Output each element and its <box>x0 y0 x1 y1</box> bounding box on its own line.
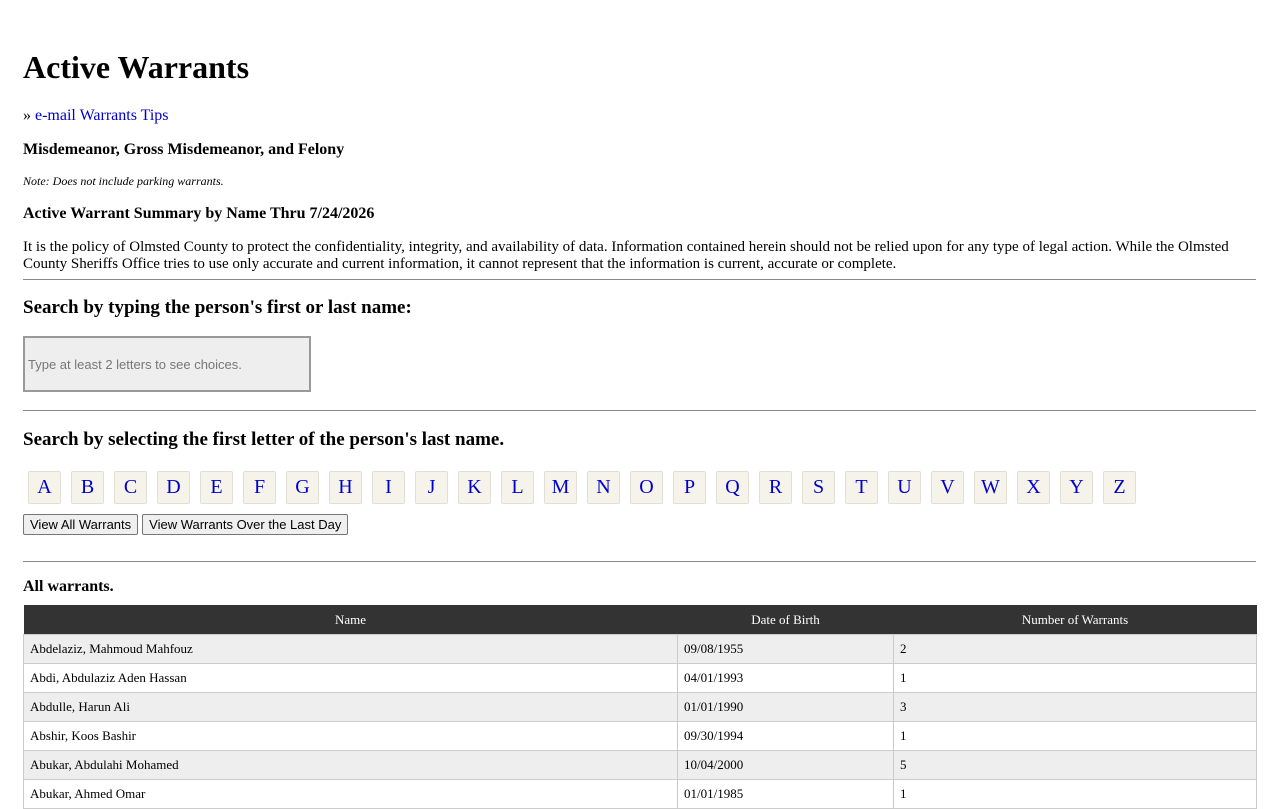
letter-button-h[interactable]: H <box>329 471 362 504</box>
name-search-heading: Search by typing the person's first or last name: <box>23 297 412 318</box>
cell-name: Abdi, Abdulaziz Aden Hassan <box>24 664 678 693</box>
cell-name: Abukar, Abdulahi Mohamed <box>24 751 678 780</box>
table-row[interactable] <box>24 751 1257 780</box>
letter-button-p[interactable]: P <box>673 471 706 504</box>
view-all-warrants-button[interactable]: View All Warrants <box>23 514 138 535</box>
cell-name: Abdelaziz, Mahmoud Mahfouz <box>24 635 678 664</box>
column-header-dob[interactable]: Date of Birth <box>678 605 894 635</box>
letter-button-c[interactable]: C <box>114 471 147 504</box>
letter-button-e[interactable]: E <box>200 471 233 504</box>
letter-button-f[interactable]: F <box>243 471 276 504</box>
letter-button-d[interactable]: D <box>157 471 190 504</box>
letter-button-n[interactable]: N <box>587 471 620 504</box>
table-row[interactable] <box>24 693 1257 722</box>
table-row[interactable] <box>24 780 1257 809</box>
letter-button-y[interactable]: Y <box>1060 471 1093 504</box>
table-row[interactable] <box>24 664 1257 693</box>
letter-button-s[interactable]: S <box>802 471 835 504</box>
table-row[interactable] <box>24 635 1257 664</box>
table-row[interactable] <box>24 722 1257 751</box>
letter-button-v[interactable]: V <box>931 471 964 504</box>
cell-count: 1 <box>894 780 1257 809</box>
warrants-table <box>23 605 1257 809</box>
parking-note: Note: Does not include parking warrants. <box>23 174 224 188</box>
letter-button-g[interactable]: G <box>286 471 319 504</box>
cell-dob: 01/01/1985 <box>678 780 894 809</box>
cell-dob: 04/01/1993 <box>678 664 894 693</box>
cell-dob: 01/01/1990 <box>678 693 894 722</box>
letter-buttons <box>23 471 1256 504</box>
name-search-input[interactable] <box>23 336 311 392</box>
letter-search-heading: Search by selecting the first letter of the person's last name. <box>23 429 505 450</box>
letter-button-a[interactable]: A <box>28 471 61 504</box>
results-label: All warrants. <box>23 578 114 595</box>
divider <box>23 410 1256 411</box>
letter-button-m[interactable]: M <box>544 471 577 504</box>
column-header-name[interactable]: Name <box>24 605 678 635</box>
letter-button-k[interactable]: K <box>458 471 491 504</box>
table-header-row <box>24 605 1257 635</box>
email-tips-link[interactable]: e-mail Warrants Tips <box>35 107 169 124</box>
letter-button-u[interactable]: U <box>888 471 921 504</box>
tips-line <box>23 107 1256 125</box>
cell-name: Abdulle, Harun Ali <box>24 693 678 722</box>
letter-button-z[interactable]: Z <box>1103 471 1136 504</box>
cell-count: 1 <box>894 664 1257 693</box>
letter-button-w[interactable]: W <box>974 471 1007 504</box>
divider <box>23 279 1256 280</box>
table-body <box>24 635 1257 809</box>
crime-types-heading: Misdemeanor, Gross Misdemeanor, and Felony <box>23 141 345 158</box>
cell-name: Abshir, Koos Bashir <box>24 722 678 751</box>
tips-prefix: » <box>23 107 31 124</box>
view-buttons <box>23 514 1256 535</box>
cell-dob: 10/04/2000 <box>678 751 894 780</box>
letter-button-i[interactable]: I <box>372 471 405 504</box>
view-last-day-button[interactable]: View Warrants Over the Last Day <box>142 514 348 535</box>
cell-count: 2 <box>894 635 1257 664</box>
cell-count: 5 <box>894 751 1257 780</box>
letter-button-q[interactable]: Q <box>716 471 749 504</box>
divider <box>23 561 1256 562</box>
cell-count: 3 <box>894 693 1257 722</box>
letter-button-r[interactable]: R <box>759 471 792 504</box>
column-header-count[interactable]: Number of Warrants <box>894 605 1257 635</box>
letter-button-x[interactable]: X <box>1017 471 1050 504</box>
letter-button-l[interactable]: L <box>501 471 534 504</box>
letter-button-o[interactable]: O <box>630 471 663 504</box>
summary-heading: Active Warrant Summary by Name Thru 7/24/2026 <box>23 205 375 222</box>
page-title: Active Warrants <box>23 49 250 85</box>
letter-button-j[interactable]: J <box>415 471 448 504</box>
policy-text: It is the policy of Olmsted County to protect the confidentiality, integrity, and availability of data. Information contained herein should not be relied upon for any type of legal action. While the Olmsted County Sheriffs Office tries to use only accurate and current information, it cannot represent that the information is current, accurate or complete. <box>23 239 1229 272</box>
cell-dob: 09/08/1955 <box>678 635 894 664</box>
cell-count: 1 <box>894 722 1257 751</box>
cell-name: Abukar, Ahmed Omar <box>24 780 678 809</box>
letter-button-t[interactable]: T <box>845 471 878 504</box>
cell-dob: 09/30/1994 <box>678 722 894 751</box>
letter-button-b[interactable]: B <box>71 471 104 504</box>
